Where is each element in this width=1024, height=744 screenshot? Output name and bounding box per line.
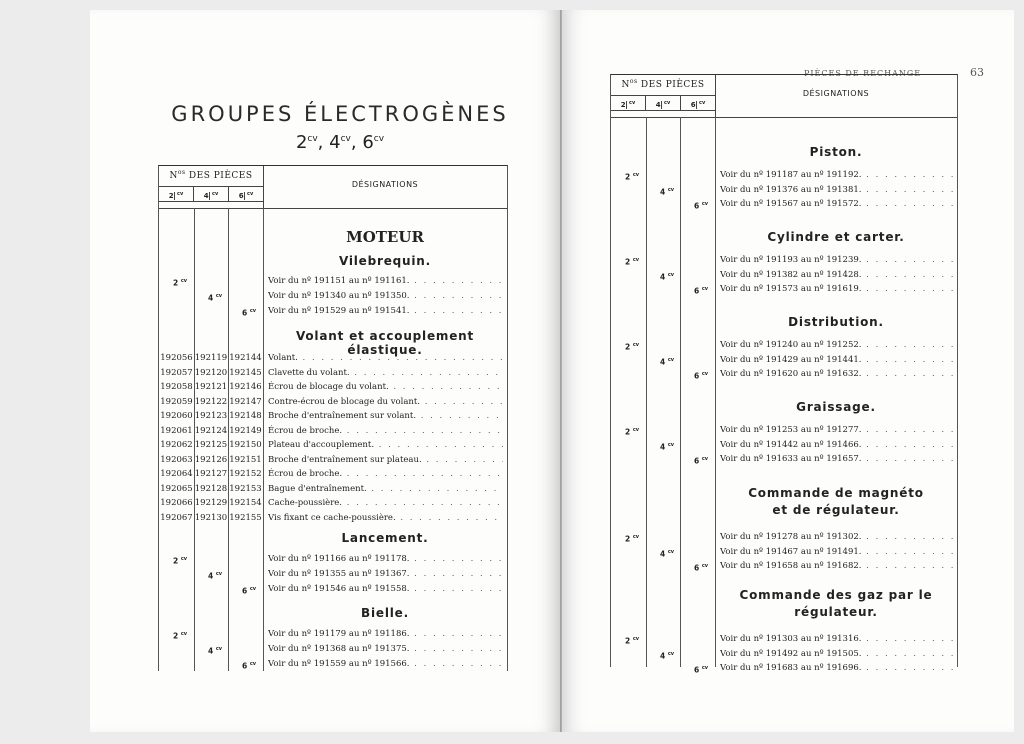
parts-table-right bbox=[610, 74, 958, 675]
part-number: 192144 bbox=[229, 353, 262, 363]
table-row bbox=[159, 511, 507, 525]
part-number: 192152 bbox=[229, 469, 262, 479]
table-row bbox=[159, 274, 507, 288]
part-number: 192061 bbox=[160, 425, 193, 436]
col-4cv-header: 4 $^{cv}$ bbox=[646, 96, 681, 110]
power-level: 6 $^{cv}$ bbox=[694, 665, 709, 675]
part-number-header: $N^{os}$ DES PIÈCES 2 $^{cv}$ 4 $^{cv}$ 6 $^{cv}$ bbox=[611, 75, 716, 117]
power-level: 2 $^{cv}$ bbox=[173, 631, 188, 641]
col-4cv-header: 4 $^{cv}$ bbox=[194, 187, 229, 201]
table-row bbox=[611, 183, 957, 197]
table-row bbox=[159, 351, 507, 365]
power-level: 6 $^{cv}$ bbox=[694, 456, 709, 466]
part-number: 192119 bbox=[194, 353, 228, 363]
table-row bbox=[611, 423, 957, 437]
table-row bbox=[611, 353, 957, 367]
designations-header: DÉSIGNATIONS bbox=[351, 180, 419, 189]
table-row bbox=[611, 661, 957, 675]
table-row bbox=[611, 452, 957, 466]
part-number: 192123 bbox=[194, 411, 228, 421]
table-row bbox=[159, 482, 507, 496]
table-row bbox=[611, 338, 957, 352]
power-level: 4 $^{cv}$ bbox=[208, 293, 223, 303]
section-title: Piston. bbox=[809, 145, 863, 159]
power-level: 4 $^{cv}$ bbox=[660, 356, 675, 366]
table-row bbox=[159, 395, 507, 409]
page-title: GROUPES ÉLECTROGÈNES bbox=[171, 102, 509, 126]
section-title-bielle: Bielle. bbox=[361, 606, 409, 620]
col-6cv-header: 6 $^{cv}$ bbox=[690, 100, 706, 110]
table-header bbox=[611, 75, 957, 118]
designation: Voir du nº 191573 au nº 191619. . . . bbox=[720, 282, 953, 296]
table-row bbox=[611, 647, 957, 661]
table-row bbox=[159, 438, 507, 452]
part-number: 192056 bbox=[160, 353, 193, 363]
designation: Clavette du volant. . . . bbox=[268, 366, 503, 380]
designation: Voir du nº 191683 au nº 191696. . . . bbox=[720, 661, 953, 675]
table-row bbox=[159, 467, 507, 481]
table-row bbox=[611, 197, 957, 211]
section-title-volant: Volant et accouplement élastique. bbox=[295, 329, 475, 357]
designation: Bague d'entraînement. . . . bbox=[268, 482, 503, 496]
designation: Cache-poussière. . . . bbox=[268, 496, 503, 510]
part-number: 192059 bbox=[160, 396, 193, 407]
designation: Voir du nº 191467 au nº 191491. . . . bbox=[720, 545, 953, 559]
part-number: 192128 bbox=[194, 483, 228, 494]
designation: Voir du nº 191546 au nº 191558. . . . bbox=[268, 582, 503, 596]
part-number: 192057 bbox=[160, 367, 193, 378]
designation: Voir du nº 191620 au nº 191632. . . . bbox=[720, 367, 953, 381]
left-page bbox=[90, 10, 560, 732]
part-number: 192124 bbox=[194, 425, 228, 436]
power-level: 6 $^{cv}$ bbox=[694, 201, 709, 211]
designation: Voir du nº 191151 au nº 191161. . . . bbox=[268, 274, 503, 288]
table-row bbox=[611, 545, 957, 559]
designation: Voir du nº 191382 au nº 191428. . . . bbox=[720, 268, 953, 282]
designation: Broche d'entraînement sur volant. . . . bbox=[268, 409, 503, 423]
designation: Volant. . . . bbox=[268, 351, 503, 365]
power-level: 2 $^{cv}$ bbox=[625, 427, 640, 437]
designation: Plateau d'accouplement. . . . bbox=[268, 438, 503, 452]
part-number: 192126 bbox=[194, 454, 228, 465]
designation: Voir du nº 191179 au nº 191186. . . . bbox=[268, 627, 503, 641]
power-level: 2 $^{cv}$ bbox=[625, 342, 640, 352]
part-number: 192062 bbox=[160, 440, 193, 450]
power-level: 6 $^{cv}$ bbox=[694, 286, 709, 296]
part-number: 192064 bbox=[160, 469, 193, 479]
designation: Voir du nº 191253 au nº 191277. . . . bbox=[720, 423, 953, 437]
part-number: 192148 bbox=[229, 411, 262, 421]
table-row bbox=[611, 367, 957, 381]
section-title: Commande de magnéto et de régulateur. bbox=[748, 486, 924, 517]
table-header bbox=[159, 166, 507, 209]
part-number: 192129 bbox=[194, 498, 228, 508]
part-number: 192146 bbox=[229, 382, 262, 392]
designation: Voir du nº 191376 au nº 191381. . . . bbox=[720, 183, 953, 197]
part-number: 192060 bbox=[160, 411, 193, 421]
parts-table-left bbox=[158, 165, 508, 671]
power-level: 4 $^{cv}$ bbox=[660, 441, 675, 451]
running-head: PIÈCES DE RECHANGE bbox=[804, 69, 922, 78]
designation: Voir du nº 191303 au nº 191316. . . . bbox=[720, 632, 953, 646]
designation: Voir du nº 191658 au nº 191682. . . . bbox=[720, 559, 953, 573]
power-level: 2 $^{cv}$ bbox=[625, 257, 640, 267]
power-level: 2 $^{cv}$ bbox=[625, 534, 640, 544]
designation: Broche d'entraînement sur plateau. . . . bbox=[268, 453, 503, 467]
part-number: 192149 bbox=[229, 425, 262, 436]
designation: Écrou de blocage du volant. . . . bbox=[268, 380, 503, 394]
part-number: 192151 bbox=[229, 454, 262, 465]
part-number: 192130 bbox=[194, 512, 228, 523]
power-level: 4 $^{cv}$ bbox=[208, 646, 223, 656]
power-level: 6 $^{cv}$ bbox=[694, 371, 709, 381]
power-level: 6 $^{cv}$ bbox=[242, 308, 257, 318]
power-level: 4 $^{cv}$ bbox=[660, 186, 675, 196]
designation: Voir du nº 191187 au nº 191192. . . . bbox=[720, 168, 953, 182]
designation: Voir du nº 191240 au nº 191252. . . . bbox=[720, 338, 953, 352]
power-level: 2 $^{cv}$ bbox=[625, 172, 640, 182]
part-number: 192145 bbox=[229, 367, 262, 378]
section-title: Cylindre et carter. bbox=[767, 230, 905, 244]
section-title-moteur: MOTEUR bbox=[346, 228, 424, 246]
page-subtitle-cv: $2^{cv}$, $4^{cv}$, $6^{cv}$ bbox=[295, 132, 385, 153]
table-row bbox=[611, 268, 957, 282]
table-row bbox=[611, 253, 957, 267]
section-title-lancement: Lancement. bbox=[341, 531, 429, 545]
part-number: 192067 bbox=[160, 512, 193, 523]
power-level: 4 $^{cv}$ bbox=[660, 650, 675, 660]
table-row bbox=[159, 380, 507, 394]
table-row bbox=[159, 582, 507, 596]
right-page bbox=[562, 10, 1014, 732]
power-level: 6 $^{cv}$ bbox=[242, 661, 257, 671]
part-number: 192125 bbox=[194, 440, 228, 450]
table-row bbox=[611, 559, 957, 573]
power-level: 4 $^{cv}$ bbox=[660, 548, 675, 558]
page-number: 63 bbox=[970, 66, 984, 79]
part-number: 192150 bbox=[229, 440, 262, 450]
designation: Voir du nº 191166 au nº 191178. . . . bbox=[268, 552, 503, 566]
designation: Voir du nº 191368 au nº 191375. . . . bbox=[268, 642, 503, 656]
part-number: 192120 bbox=[194, 367, 228, 378]
section-title: Commande des gaz par le régulateur. bbox=[739, 588, 933, 619]
designation: Voir du nº 191567 au nº 191572. . . . bbox=[720, 197, 953, 211]
part-number: 192154 bbox=[229, 498, 262, 508]
table-row bbox=[159, 642, 507, 656]
part-number: 192153 bbox=[229, 483, 262, 494]
power-level: 4 $^{cv}$ bbox=[208, 571, 223, 581]
col-6cv-header: 6 $^{cv}$ bbox=[238, 191, 254, 201]
col-2cv-header: 2 $^{cv}$ bbox=[611, 96, 646, 110]
table-row bbox=[159, 496, 507, 510]
power-level: 2 $^{cv}$ bbox=[625, 636, 640, 646]
designation: Voir du nº 191633 au nº 191657. . . . bbox=[720, 452, 953, 466]
designation: Voir du nº 191340 au nº 191350. . . . bbox=[268, 289, 503, 303]
section-title: Graissage. bbox=[796, 400, 876, 414]
designation: Voir du nº 191559 au nº 191566. . . . bbox=[268, 657, 503, 671]
designation: Écrou de broche. . . . bbox=[268, 467, 503, 481]
part-number: 192065 bbox=[160, 483, 193, 494]
power-level: 2 $^{cv}$ bbox=[173, 278, 188, 288]
table-row bbox=[159, 409, 507, 423]
part-number: 192127 bbox=[194, 469, 228, 479]
designation: Voir du nº 191429 au nº 191441. . . . bbox=[720, 353, 953, 367]
table-row bbox=[159, 304, 507, 318]
power-level: 2 $^{cv}$ bbox=[173, 556, 188, 566]
table-row bbox=[611, 168, 957, 182]
section-title: Distribution. bbox=[788, 315, 884, 329]
designation: Vis fixant ce cache-poussière. . . . bbox=[268, 511, 503, 525]
part-number: 192147 bbox=[229, 396, 262, 407]
table-row bbox=[159, 289, 507, 303]
table-row bbox=[159, 552, 507, 566]
power-level: 6 $^{cv}$ bbox=[242, 586, 257, 596]
part-number: 192058 bbox=[160, 382, 193, 392]
designation: Voir du nº 191529 au nº 191541. . . . bbox=[268, 304, 503, 318]
table-row bbox=[611, 530, 957, 544]
designation: Voir du nº 191355 au nº 191367. . . . bbox=[268, 567, 503, 581]
part-number: 192155 bbox=[229, 512, 262, 523]
designation: Voir du nº 191278 au nº 191302. . . . bbox=[720, 530, 953, 544]
col-2cv-header: 2 $^{cv}$ bbox=[159, 187, 194, 201]
designation: Voir du nº 191492 au nº 191505. . . . bbox=[720, 647, 953, 661]
table-row bbox=[159, 567, 507, 581]
designation: Voir du nº 191193 au nº 191239. . . . bbox=[720, 253, 953, 267]
table-row bbox=[159, 366, 507, 380]
table-row bbox=[611, 282, 957, 296]
table-row bbox=[611, 438, 957, 452]
part-number: 192063 bbox=[160, 454, 193, 465]
table-row bbox=[611, 632, 957, 646]
power-level: 6 $^{cv}$ bbox=[694, 563, 709, 573]
part-number: 192121 bbox=[194, 382, 228, 392]
part-number: 192066 bbox=[160, 498, 193, 508]
part-number: 192122 bbox=[194, 396, 228, 407]
section-title-vilebrequin: Vilebrequin. bbox=[338, 254, 432, 268]
part-number-header: $N^{os}$ DES PIÈCES 2 $^{cv}$ 4 $^{cv}$ 6 $^{cv}$ bbox=[159, 166, 264, 208]
designation: Voir du nº 191442 au nº 191466. . . . bbox=[720, 438, 953, 452]
designations-header: DÉSIGNATIONS bbox=[802, 89, 870, 98]
table-row bbox=[159, 424, 507, 438]
designation: Contre-écrou de blocage du volant. . . . bbox=[268, 395, 503, 409]
designation: Écrou de broche. . . . bbox=[268, 424, 503, 438]
table-row bbox=[159, 453, 507, 467]
table-row bbox=[159, 627, 507, 641]
table-row bbox=[159, 657, 507, 671]
power-level: 4 $^{cv}$ bbox=[660, 271, 675, 281]
